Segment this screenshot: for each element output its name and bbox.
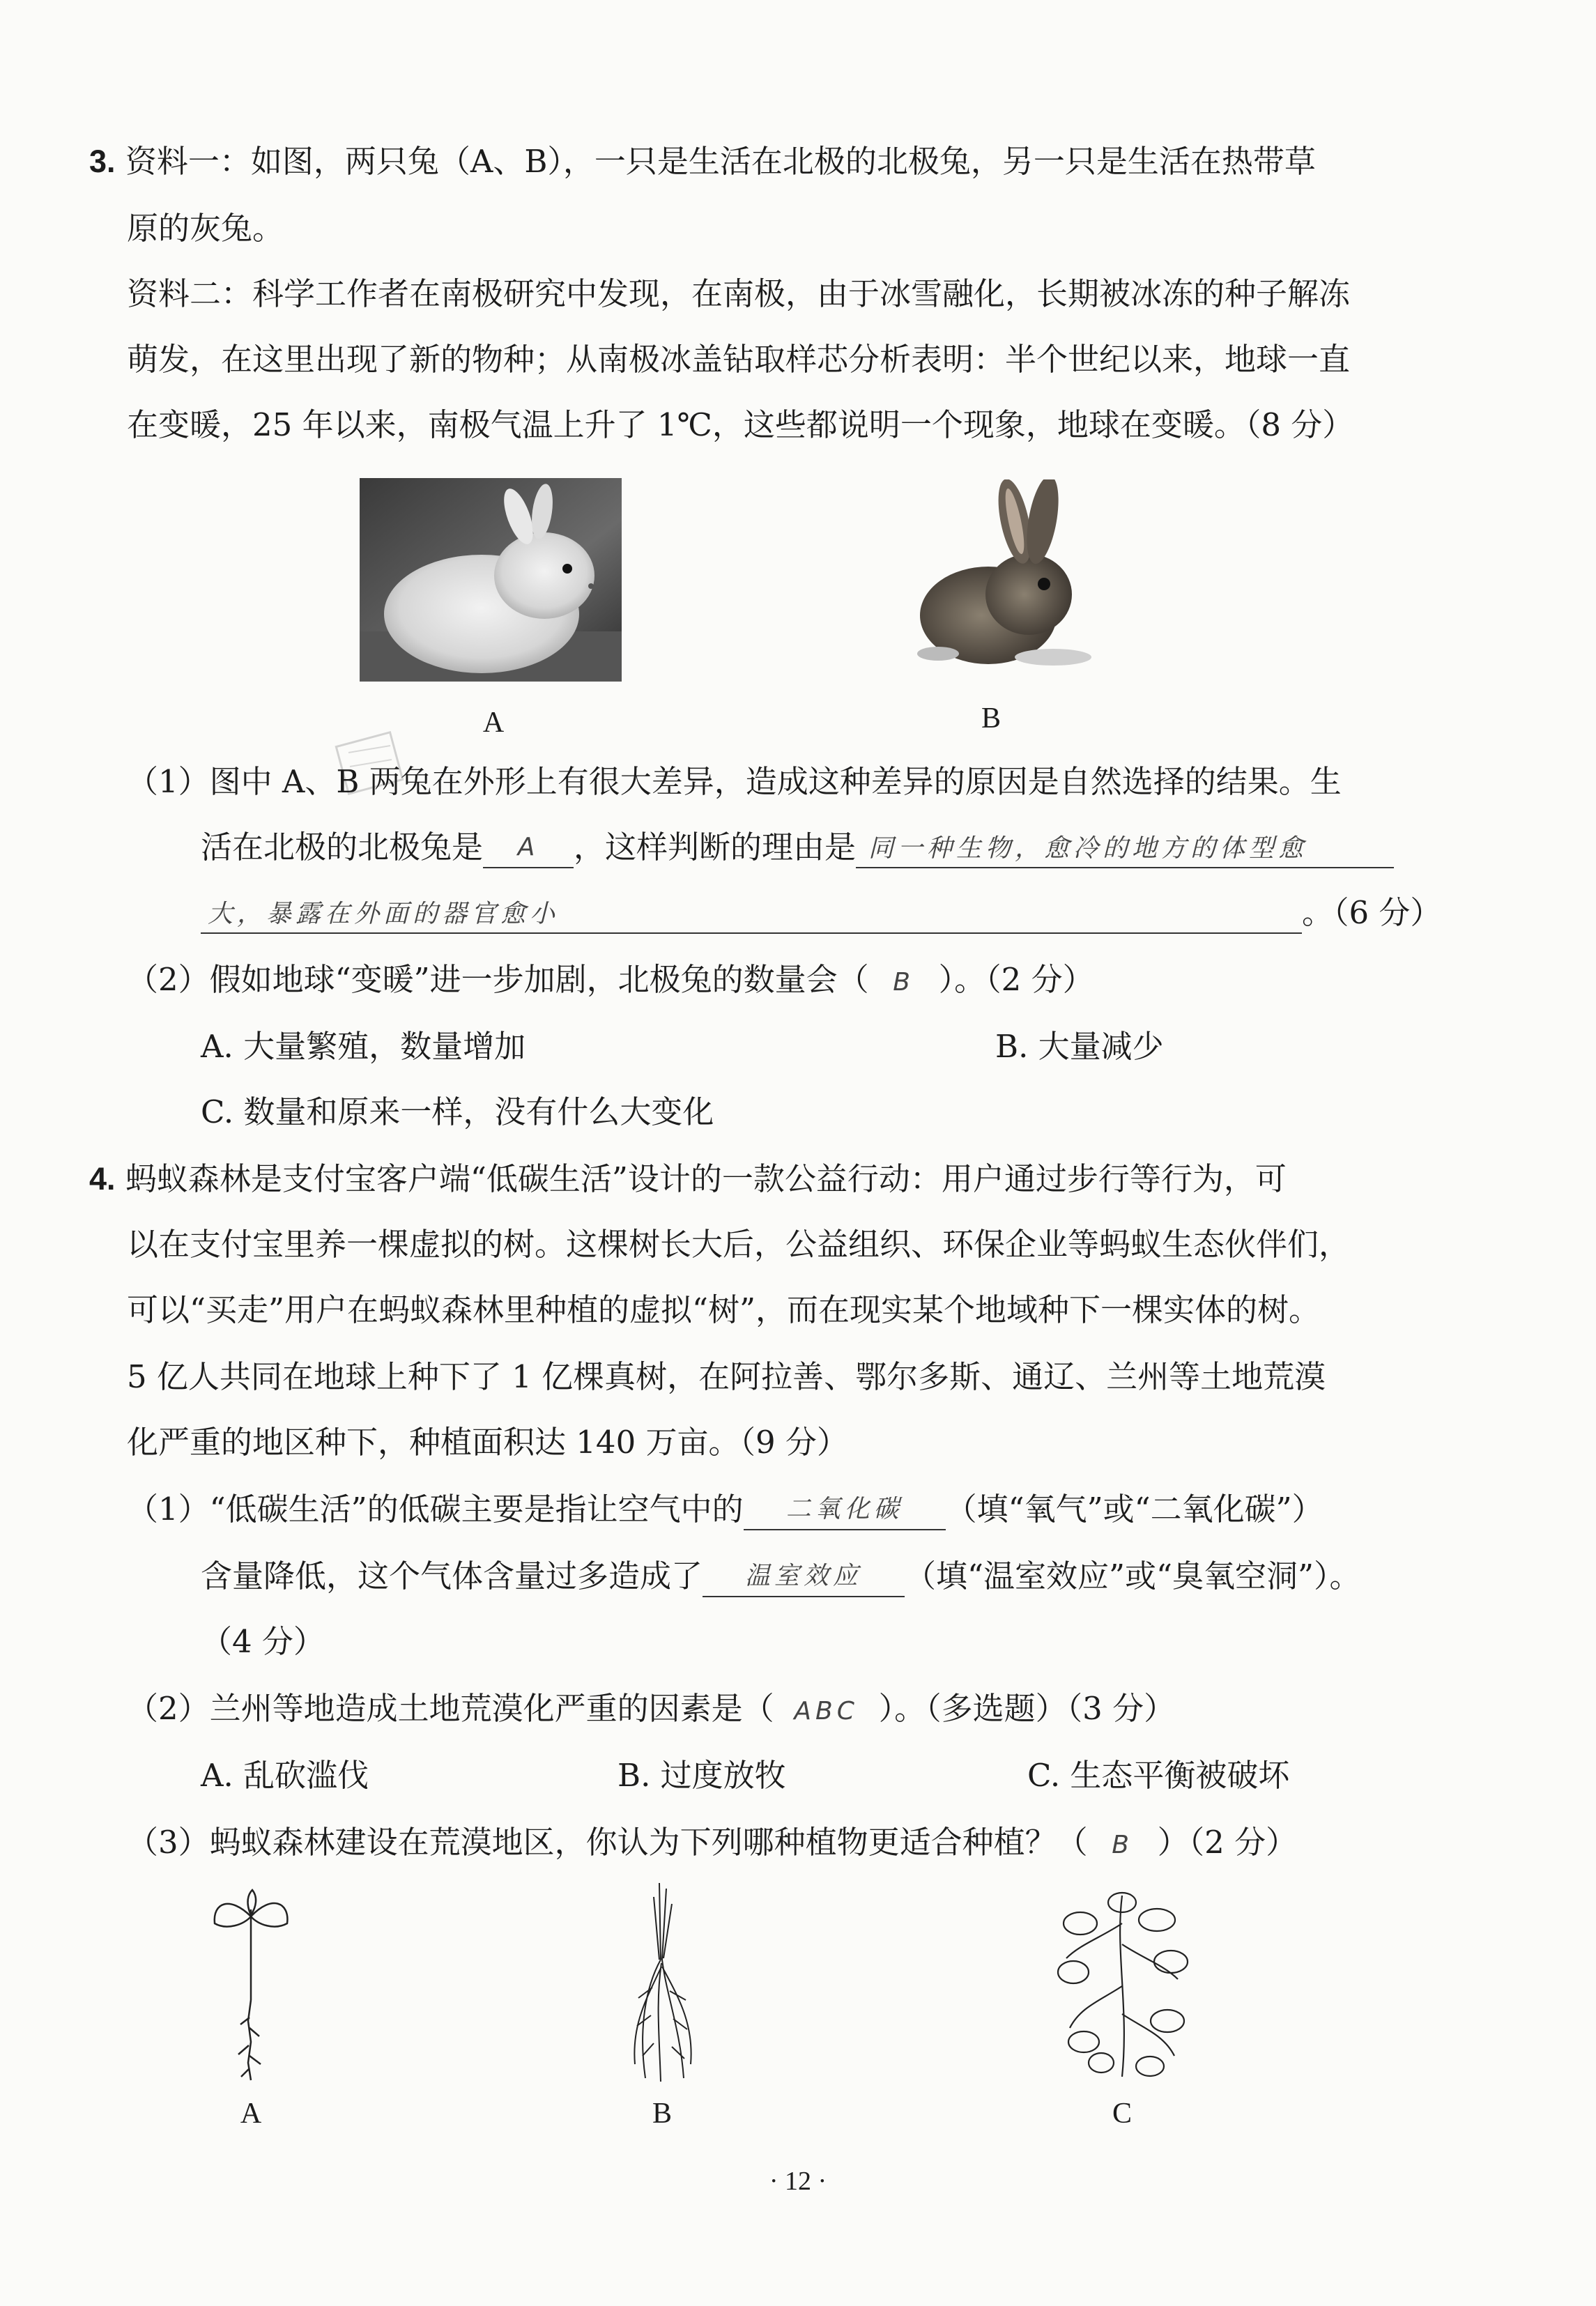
answer-paren-hare-population[interactable]: B [893,968,914,997]
q3-option-a: A. 大量繁殖，数量增加 [201,1028,526,1065]
q3-sub1-line-1: （1）图中 A、B 两兔在外形上有很大差异，造成这种差异的原因是自然选择的结果。生 [127,763,1342,800]
answer-blank-low-carbon-gas[interactable]: 二氧化碳 [744,1490,946,1530]
q4-sub3-stem: （3）蚂蚁森林建设在荒漠地区，你认为下列哪种植物更适合种植？（ B ）（2 分） [127,1822,1297,1866]
answer-blank-reason-part1[interactable]: 同一种生物，愈冷的地方的体型愈 [856,829,1394,868]
q4-number: 4. [89,1161,116,1197]
answer-paren-plant-choice[interactable]: B [1112,1831,1133,1859]
grey-hare-photo [910,479,1108,676]
q4-line-3: 可以“买走”用户在蚂蚁森林里种植的虚拟“树”，而在现实某个地域种下一棵实体的树。 [127,1291,1321,1328]
q3-line-2: 原的灰兔。 [127,210,284,247]
answer-blank-arctic-hare[interactable]: A [483,828,574,868]
q3-line-1 [89,141,1316,183]
q4-line-5: 化严重的地区种下，种植面积达 140 万亩。（9 分） [127,1424,848,1461]
q4-sub2-stem: （2）兰州等地造成土地荒漠化严重的因素是（ ABC ）。（多选题）（3 分） [127,1688,1175,1732]
q3-line-3: 资料二：科学工作者在南极研究中发现，在南极，由于冰雪融化，长期被冰冻的种子解冻 [127,275,1351,312]
q3-option-c: C. 数量和原来一样，没有什么大变化 [201,1093,714,1130]
q3-sub2-stem: （2）假如地球“变暖”进一步加剧，北极兔的数量会（ B ）。（2 分） [127,959,1094,1004]
plant-b-label: B [652,2098,672,2130]
q4-sub1-line-3: （4 分） [201,1623,325,1660]
q4-line-1 [89,1158,1287,1200]
q3-sub1-line-3: 大，暴露在外面的器官愈小 。（6 分） [201,892,1441,934]
q4-option-b: B. 过度放牧 [617,1757,786,1794]
q4-sub1-line-2: 含量降低，这个气体含量过多造成了 温室效应 （填“温室效应”或“臭氧空洞”）。 [201,1555,1361,1597]
q4-sub1-line-1: （1）“低碳生活”的低碳主要是指让空气中的 二氧化碳 （填“氧气”或“二氧化碳”） [127,1489,1323,1530]
answer-blank-greenhouse-effect[interactable]: 温室效应 [703,1557,905,1597]
q4-line-4: 5 亿人共同在地球上种下了 1 亿棵真树，在阿拉善、鄂尔多斯、通辽、兰州等土地荒漠 [127,1358,1326,1395]
q3-sub1-line-2: 活在北极的北极兔是 A ，这样判断的理由是 同一种生物，愈冷的地方的体型愈 [201,827,1394,868]
plant-a-seedling-icon [202,1882,300,2084]
q4-text-1: 蚂蚁森林是支付宝客户端“低碳生活”设计的一款公益行动：用户通过步行等行为，可 [125,1160,1287,1197]
q3-number: 3. [89,144,116,179]
answer-paren-desertification[interactable]: ABC [794,1697,859,1725]
plant-c-leafy-vine-icon [1052,1882,1192,2091]
q3-text-1: 资料一：如图，两只兔（A、B），一只是生活在北极的北极兔，另一只是生活在热带草 [125,143,1316,180]
plant-b-desert-grass-icon [617,1876,708,2085]
answer-blank-reason-part2[interactable]: 大，暴露在外面的器官愈小 [201,895,1302,934]
arctic-hare-photo [360,478,622,682]
q4-line-2: 以在支付宝里养一棵虚拟的树。这棵树长大后，公益组织、环保企业等蚂蚁生态伙伴们， [127,1226,1351,1263]
q3-line-5: 在变暖，25 年以来，南极气温上升了 1℃，这些都说明一个现象，地球在变暖。（8 分） [127,406,1354,443]
plant-a-label: A [240,2098,262,2130]
plant-c-label: C [1112,2098,1132,2130]
page-number: · 12 · [769,2167,827,2196]
q3-option-b: B. 大量减少 [995,1028,1164,1065]
q3-line-4: 萌发，在这里出现了新的物种；从南极冰盖钻取样芯分析表明：半个世纪以来，地球一直 [127,341,1351,378]
q4-option-c: C. 生态平衡被破坏 [1027,1757,1290,1794]
rabbit-b-label: B [981,702,1001,735]
q4-option-a: A. 乱砍滥伐 [201,1757,369,1794]
rabbit-a-label: A [482,707,505,739]
